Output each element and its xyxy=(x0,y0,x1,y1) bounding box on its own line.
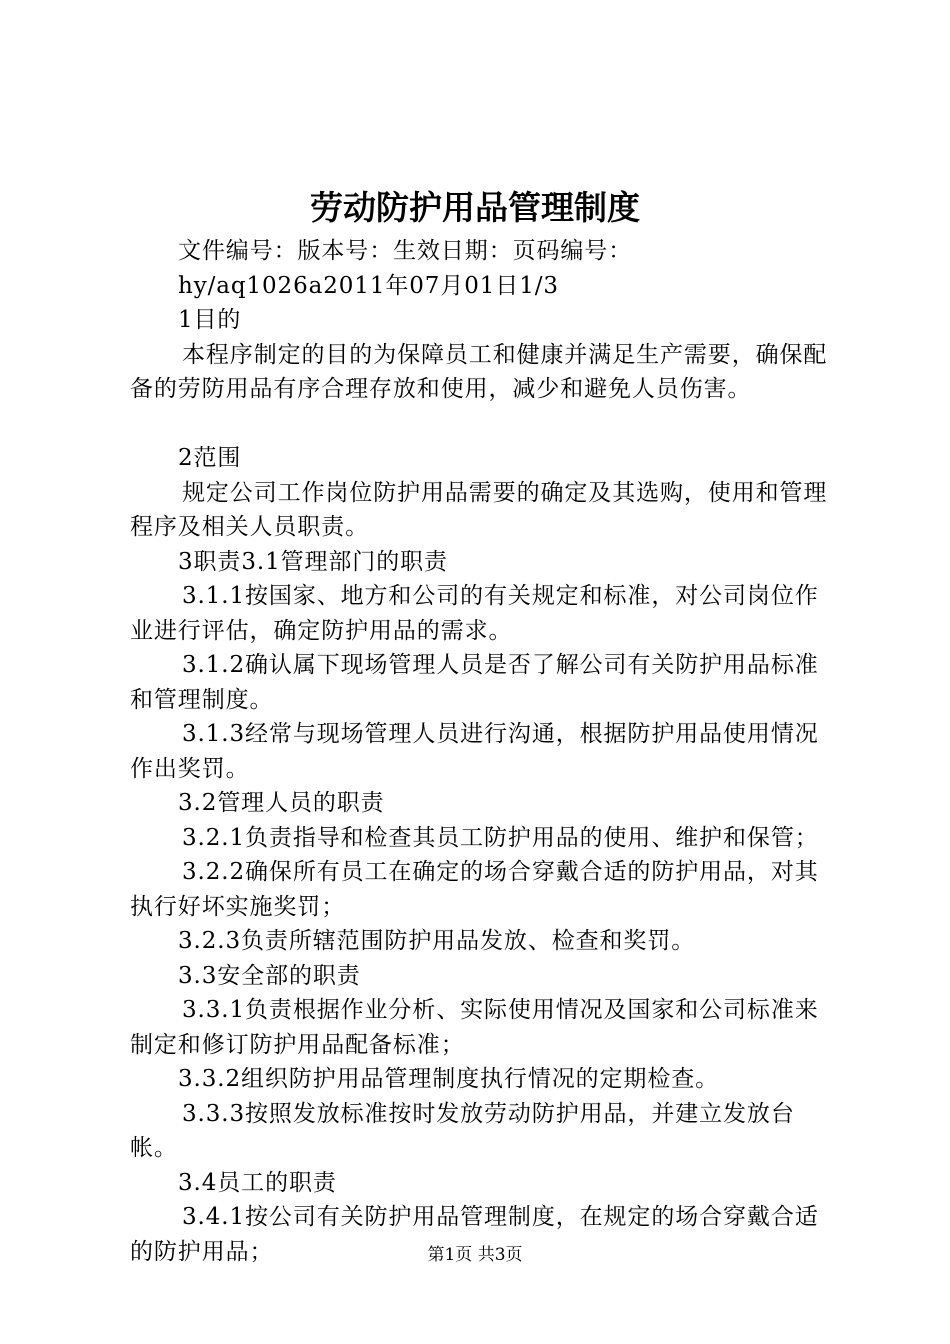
section-heading: 2范围 xyxy=(178,445,242,471)
section-heading: 3.3安全部的职责 xyxy=(178,962,361,989)
document-body xyxy=(130,234,834,1269)
paragraph: 3.3.3按照发放标准按时发放劳动防护用品，并建立发放台帐。 xyxy=(130,1100,795,1161)
document-title: 劳动防护用品管理制度 xyxy=(310,188,640,227)
paragraph: 3.3.2组织防护用品管理制度执行情况的定期检查。 xyxy=(178,1066,720,1092)
page-footer: 第1页 共3页 xyxy=(427,1245,523,1265)
section-heading: 3.4员工的职责 xyxy=(178,1169,337,1196)
paragraph: 3.1.3经常与现场管理人员进行沟通，根据防护用品使用情况作出奖罚。 xyxy=(130,721,819,782)
paragraph: 3.3.1负责根据作业分析、实际使用情况及国家和公司标准来制定和修订防护用品配备标准； xyxy=(130,997,819,1058)
paragraph: 本程序制定的目的为保障员工和健康并满足生产需要，确保配备的劳防用品有序合理存放和使用，减少和避免人员伤害。 xyxy=(130,341,828,402)
paragraph: 3.4.1按公司有关防护用品管理制度，在规定的场合穿戴合适的防护用品； xyxy=(130,1204,819,1265)
paragraph: 3.2.1负责指导和检查其员工防护用品的使用、维护和保管； xyxy=(182,824,819,851)
section-heading: 1目的 xyxy=(178,307,242,333)
paragraph: 3.2.3负责所辖范围防护用品发放、检查和奖罚。 xyxy=(178,928,696,954)
paragraph: 规定公司工作岗位防护用品需要的确定及其选购，使用和管理程序及相关人员职责。 xyxy=(130,479,828,540)
paragraph: 3.1.1按国家、地方和公司的有关规定和标准，对公司岗位作业进行评估，确定防护用品的需求。 xyxy=(130,583,819,644)
blank-line xyxy=(130,407,834,442)
doc-meta-values: hy/aq1026a2011年07月01日1/3 xyxy=(178,272,559,299)
section-heading: 3.2管理人员的职责 xyxy=(178,790,385,816)
paragraph: 3.1.2确认属下现场管理人员是否了解公司有关防护用品标准和管理制度。 xyxy=(130,652,819,713)
section-heading: 3职责3.1管理部门的职责 xyxy=(178,548,448,575)
paragraph: 3.2.2确保所有员工在确定的场合穿戴合适的防护用品，对其执行好坏实施奖罚； xyxy=(130,859,819,920)
doc-meta-labels: 文件编号：版本号：生效日期：页码编号： xyxy=(178,238,633,264)
